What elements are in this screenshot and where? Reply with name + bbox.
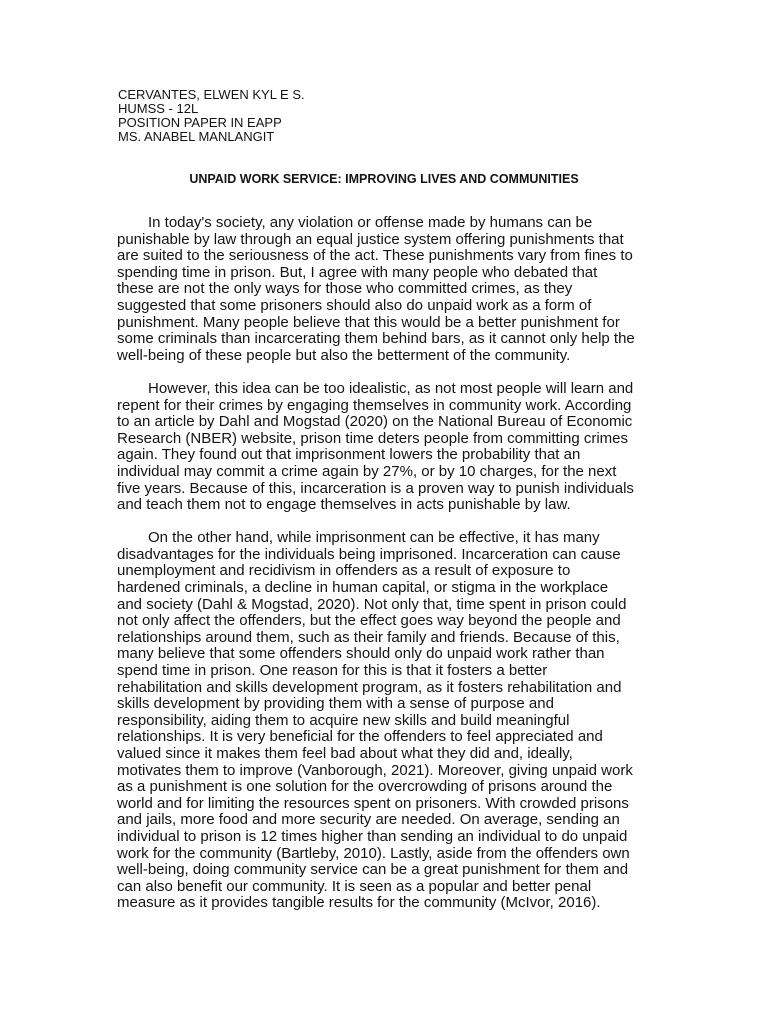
- text-line: suggested that some prisoners should also do unpaid work as a form of: [117, 296, 592, 314]
- text-line: However, this idea can be too idealistic, as not most people will learn and: [148, 379, 634, 397]
- paragraph: [117, 215, 657, 364]
- text-line: as a punishment is one solution for the overcrowding of prisons around the: [117, 778, 613, 796]
- paragraph: [117, 530, 657, 912]
- student-name: CERVANTES, ELWEN KYL E S.: [118, 87, 305, 102]
- class-section: HUMSS - 12L: [118, 101, 199, 116]
- text-line: In today's society, any violation or offense made by humans can be: [148, 214, 593, 231]
- text-line: and society (Dahl & Mogstad, 2020). Not only that, time spent in prison could: [117, 595, 627, 613]
- text-line: individual to prison is 12 times higher than sending an individual to do unpaid: [117, 827, 628, 845]
- text-line: valued since it makes them feel bad about what they did and, ideally,: [117, 745, 573, 762]
- text-line: Research (NBER) website, prison time deters people from committing crimes: [117, 429, 629, 447]
- paper-title: UNPAID WORK SERVICE: IMPROVING LIVES AND COMMUNITIES: [189, 172, 579, 186]
- text-line: spend time in prison. One reason for this is that it fosters a better: [117, 662, 548, 680]
- text-line: work for the community (Bartleby, 2010). Lastly, aside from the offenders own: [117, 844, 630, 862]
- text-line: many believe that some offenders should only do unpaid work rather than: [117, 645, 605, 663]
- text-line: On the other hand, while imprisonment can be effective, it has many: [148, 529, 600, 547]
- text-line: responsibility, aiding them to acquire new skills and build meaningful: [117, 711, 570, 729]
- text-line: and jails, more food and more security are needed. On average, sending an: [117, 811, 620, 829]
- text-line: individual may commit a crime again by 27%, or by 10 charges, for the next: [117, 462, 617, 480]
- text-line: motivates them to improve (Vanborough, 2021). Moreover, giving unpaid work: [117, 761, 633, 779]
- author-header: [118, 88, 305, 144]
- essay-body: [117, 215, 657, 929]
- paper-type: POSITION PAPER IN EAPP: [118, 115, 282, 130]
- text-line: disadvantages for the individuals being imprisoned. Incarceration can cause: [117, 545, 621, 563]
- text-line: some criminals than incarcerating them behind bars, as it cannot only help the: [117, 330, 635, 348]
- text-line: punishment. Many people believe that this would be a better punishment for: [117, 313, 620, 331]
- text-line: relationships. It is very beneficial for the offenders to feel appreciated and: [117, 728, 603, 746]
- text-line: well-being, doing community service can be a great punishment for them and: [117, 861, 629, 879]
- text-line: five years. Because of this, incarceration is a proven way to punish individuals: [117, 479, 634, 497]
- text-line: measure as it provides tangible results for the community (McIvor, 2016).: [117, 894, 601, 912]
- text-line: hardened criminals, a decline in human capital, or stigma in the workplace: [117, 579, 609, 597]
- teacher-name: MS. ANABEL MANLANGIT: [118, 129, 275, 144]
- text-line: to an article by Dahl and Mogstad (2020) on the National Bureau of Economic: [117, 413, 633, 431]
- text-line: skills development by providing them with a sense of purpose and: [117, 695, 554, 713]
- text-line: rehabilitation and skills development program, as it fosters rehabilitation and: [117, 678, 622, 696]
- text-line: spending time in prison. But, I agree with many people who debated that: [117, 263, 598, 281]
- text-line: and teach them not to engage themselves in acts punishable by law.: [117, 496, 571, 514]
- text-line: punishable by law through an equal justice system offering punishments that: [117, 230, 624, 248]
- text-line: unemployment and recidivism in offenders as a result of exposure to: [117, 562, 571, 580]
- text-line: repent for their crimes by engaging themselves in community work. According: [117, 396, 632, 414]
- text-line: relationships around them, such as their family and friends. Because of this,: [117, 628, 620, 646]
- text-line: not only affect the offenders, but the effect goes way beyond the people and: [117, 612, 621, 630]
- text-line: these are not the only ways for those who committed crimes, as they: [117, 280, 573, 298]
- text-line: are suited to the seriousness of the act. These punishments vary from fines to: [117, 247, 633, 265]
- text-line: can also benefit our community. It is seen as a popular and better penal: [117, 877, 592, 895]
- text-line: again. They found out that imprisonment lowers the probability that an: [117, 446, 581, 464]
- paragraph: [117, 381, 657, 514]
- text-line: well-being of these people but also the betterment of the community.: [117, 346, 571, 364]
- text-line: world and for limiting the resources spent on prisoners. With crowded prisons: [117, 794, 629, 812]
